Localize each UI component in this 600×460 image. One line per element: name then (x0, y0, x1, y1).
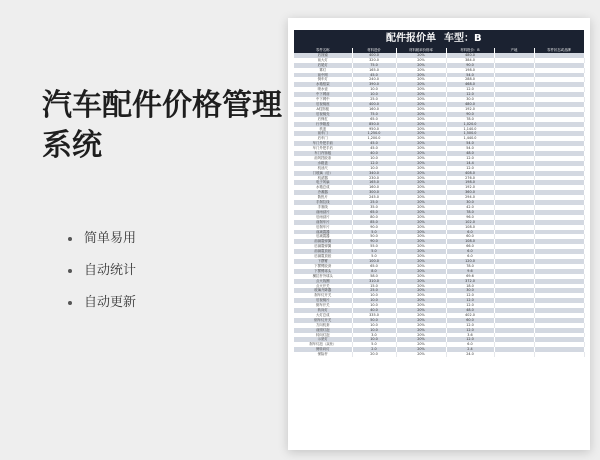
table-cell: 12.0 (446, 298, 494, 303)
table-cell: 20% (396, 68, 446, 73)
table-cell: 12.0 (446, 156, 494, 161)
table-cell: 6.0 (446, 254, 494, 259)
table-cell: 20% (396, 176, 446, 181)
table-cell: 20% (396, 239, 446, 244)
table-cell: 54.0 (446, 73, 494, 78)
table-cell: 198.0 (446, 180, 494, 185)
feature-label: 简单易用 (84, 231, 137, 246)
table-cell: 20% (396, 303, 446, 308)
table-cell: 20% (396, 195, 446, 200)
table-cell: 335.0 (352, 313, 396, 318)
table-cell: 50.0 (352, 318, 396, 323)
table-cell: 后减震弹簧 (294, 244, 352, 249)
table-cell: 倒车灯开关 (294, 318, 352, 323)
table-cell: 侧转向灯 (294, 347, 352, 352)
table-cell: 雾灯 (294, 68, 352, 73)
table-cell: 6.0 (446, 230, 494, 235)
table-cell: 20% (396, 249, 446, 254)
table-cell: 320.0 (352, 58, 396, 63)
table-cell: 372.0 (446, 279, 494, 284)
price-table (294, 48, 585, 357)
table-cell: 后视镜座 (294, 102, 352, 107)
vehicle-model-label: 车型：B (444, 33, 482, 44)
table-cell: 20% (396, 112, 446, 117)
table-cell: 48.0 (446, 151, 494, 156)
table-cell: 30.0 (446, 97, 494, 102)
table-cell: 390.0 (352, 82, 396, 87)
table-cell: 20% (396, 279, 446, 284)
table-cell: 55.0 (352, 244, 396, 249)
table-cell: 喷水壶 (294, 87, 352, 92)
table-cell: 前车门 (294, 131, 352, 136)
feature-label: 自动统计 (84, 263, 137, 278)
table-cell: A柱饰板 (294, 107, 352, 112)
table-cell: 1,500.0 (446, 131, 494, 136)
table-cell: 468.0 (446, 82, 494, 87)
table-cell: 20% (396, 146, 446, 151)
table-cell: 5.0 (352, 230, 396, 235)
table-cell: 转向灯 (294, 308, 352, 313)
table-cell: 20% (396, 73, 446, 78)
feature-label: 自动更新 (84, 295, 137, 310)
table-cell: 12.0 (446, 303, 494, 308)
table-cell: 9.6 (446, 269, 494, 274)
table-cell: 中下网前 (294, 92, 352, 97)
table-cell: 12.0 (446, 337, 494, 342)
column-header: 零件状态或品牌 (534, 48, 584, 53)
table-cell: 刹车灯泡（双丝） (294, 342, 352, 347)
table-cell: 78.0 (446, 264, 494, 269)
feature-list (68, 229, 136, 325)
sheet-header (294, 30, 584, 48)
column-header: 材料进价 (352, 48, 396, 53)
table-cell: 机盖 (294, 127, 352, 132)
table-cell: 25.0 (352, 288, 396, 293)
feature-item (68, 293, 136, 325)
table-cell: 倒车灯 (294, 77, 352, 82)
feature-item (68, 229, 136, 261)
table-cell: 90.0 (446, 112, 494, 117)
table-cell: 30.0 (446, 200, 494, 205)
table-cell: 20% (396, 63, 446, 68)
table-cell: 2.0 (352, 347, 396, 352)
table-cell: 18.0 (446, 284, 494, 289)
table-cell: 前大灯 (294, 58, 352, 63)
table-cell: 20% (396, 259, 446, 264)
table-cell: 后视镜 (294, 53, 352, 58)
table-cell: 20% (396, 107, 446, 112)
table-cell: 1,250.0 (352, 131, 396, 136)
table-cell: 35.0 (352, 205, 396, 210)
sheet-title: 配件报价单 (386, 33, 436, 44)
table-cell: 25.0 (352, 97, 396, 102)
table-cell: 45.0 (352, 146, 396, 151)
table-cell: 下摆臂胶套 (294, 264, 352, 269)
table-cell: 58.0 (352, 274, 396, 279)
table-cell: 20% (396, 210, 446, 215)
table-cell: 20% (396, 156, 446, 161)
bullet-dot-icon (68, 301, 72, 305)
table-cell: 10.0 (352, 337, 396, 342)
bullet-dot-icon (68, 269, 72, 273)
table-cell: 20% (396, 166, 446, 171)
table-cell: 20% (396, 244, 446, 249)
table-cell: 大灯总成 (294, 313, 352, 318)
table-cell: 108.0 (446, 239, 494, 244)
table-cell: 20% (396, 92, 446, 97)
table-cell: 40.0 (352, 308, 396, 313)
table-cell: 165.0 (352, 68, 396, 73)
table-cell: 后刹车片 (294, 225, 352, 230)
table-cell: 54.0 (446, 141, 494, 146)
table-cell: 后雨刮片 (294, 215, 352, 220)
table-cell: 400.0 (352, 102, 396, 107)
table-cell: 后尾灯 (294, 63, 352, 68)
table-cell: 12.0 (446, 87, 494, 92)
table-cell: 6.0 (446, 249, 494, 254)
table-cell: 20% (396, 127, 446, 132)
table-cell: 20% (396, 288, 446, 293)
table-cell: 20% (396, 234, 446, 239)
table-cell: 1,200.0 (352, 136, 396, 141)
table-cell: 20% (396, 87, 446, 92)
table-cell: 方向机套 (294, 323, 352, 328)
table-cell: 后保杠 (294, 117, 352, 122)
table-cell: 20% (396, 333, 446, 338)
table-cell: 400.0 (352, 53, 396, 58)
table-cell: 20% (396, 225, 446, 230)
table-cell: 10.0 (352, 166, 396, 171)
table-cell: 20% (396, 323, 446, 328)
table-cell: 水箱总成 (294, 185, 352, 190)
table-cell: 电子风扇 (294, 180, 352, 185)
table-cell: 20% (396, 318, 446, 323)
table-cell: 刹车灯开关 (294, 293, 352, 298)
table-cell: 6.0 (446, 342, 494, 347)
table-cell: 402.0 (446, 313, 494, 318)
table-cell: 1,440.0 (446, 136, 494, 141)
table-cell: 前减震顶胶 (294, 249, 352, 254)
table-cell: 车门外把手后 (294, 146, 352, 151)
table-cell: 中下网中 (294, 97, 352, 102)
spreadsheet-preview (288, 18, 590, 450)
table-cell: 310.0 (352, 279, 396, 284)
table-cell (534, 352, 584, 357)
table-cell: 12.0 (446, 92, 494, 97)
table-cell (494, 352, 534, 357)
table-cell: 20% (396, 205, 446, 210)
table-cell: 20% (396, 171, 446, 176)
table-cell: 30.0 (446, 288, 494, 293)
table-cell: 24.0 (446, 352, 494, 357)
table-cell: 294.0 (446, 195, 494, 200)
table-cell: 165.0 (352, 180, 396, 185)
table-cell: 后减震顶胶 (294, 254, 352, 259)
table-cell: 54.0 (446, 146, 494, 151)
table-cell: 65.0 (352, 210, 396, 215)
table-cell: 1,020.0 (446, 122, 494, 127)
table-cell: 90.0 (446, 63, 494, 68)
table-cell: 20% (396, 131, 446, 136)
table-cell: 20.0 (352, 352, 396, 357)
table-cell: 前雨刮片 (294, 210, 352, 215)
table-cell: 20% (396, 190, 446, 195)
table-cell: 20% (396, 337, 446, 342)
page-title: 汽车配件价格管理系统 (42, 88, 282, 163)
table-cell: 10.0 (352, 156, 396, 161)
table-cell: 8.0 (352, 269, 396, 274)
table-cell: 384.0 (446, 58, 494, 63)
table-cell: 前中网 (294, 73, 352, 78)
column-header: 产地 (494, 48, 534, 53)
bullet-dot-icon (68, 237, 72, 241)
table-cell: 下摆臂球头 (294, 269, 352, 274)
table-cell: 192.0 (446, 107, 494, 112)
table-cell: 80.0 (352, 215, 396, 220)
table-cell: 20% (396, 161, 446, 166)
table-cell: 后减震器 (294, 234, 352, 239)
table-cell: 950.0 (352, 127, 396, 132)
table-cell: 160.0 (352, 185, 396, 190)
table-cell: 后视镜壳 (294, 112, 352, 117)
table-cell: 前减震弹簧 (294, 239, 352, 244)
table-cell: 20% (396, 122, 446, 127)
table-cell: 前风挡胶条 (294, 156, 352, 161)
feature-item (68, 261, 136, 293)
table-cell: 20% (396, 313, 446, 318)
column-header: 零件名称 (294, 48, 352, 53)
table-cell: 102.0 (446, 220, 494, 225)
table-cell: 20% (396, 82, 446, 87)
table-cell: 20% (396, 97, 446, 102)
table-cell: 192.0 (446, 185, 494, 190)
table-cell: 20% (396, 328, 446, 333)
table-cell: 50.0 (352, 234, 396, 239)
table-cell: 机滤器 (294, 176, 352, 181)
table-cell: 850.0 (352, 122, 396, 127)
table-cell: 水箱盖 (294, 161, 352, 166)
table-cell: 160.0 (352, 107, 396, 112)
table-cell: 20% (396, 136, 446, 141)
table-cell: 点火线圈 (294, 279, 352, 284)
table-cell: 20% (396, 102, 446, 107)
table-cell: 69.6 (446, 274, 494, 279)
table-body (294, 53, 584, 357)
table-cell: 20% (396, 180, 446, 185)
table-cell: 20% (396, 53, 446, 58)
table-cell: 示宽灯 (294, 337, 352, 342)
table-cell: 20% (396, 308, 446, 313)
table-cell: 245.0 (352, 195, 396, 200)
table-cell: 100.0 (352, 259, 396, 264)
table-cell: 45.0 (352, 141, 396, 146)
table-cell: 前减震器 (294, 230, 352, 235)
table-cell: 20% (396, 352, 446, 357)
table-cell: 20% (396, 200, 446, 205)
table-cell: 20% (396, 264, 446, 269)
table-cell: 480.0 (446, 53, 494, 58)
table-cell: 230.0 (352, 176, 396, 181)
table-cell: 20% (396, 117, 446, 122)
table-cell: 水箱框架 (294, 82, 352, 87)
table-cell: 300.0 (352, 190, 396, 195)
table-cell: 12.0 (446, 293, 494, 298)
table-cell: 45.0 (352, 73, 396, 78)
table-cell: 20% (396, 269, 446, 274)
table-cell: 10.0 (352, 92, 396, 97)
table-cell: 20% (396, 298, 446, 303)
table-row (294, 352, 584, 357)
table-cell: 冷凝器 (294, 190, 352, 195)
table-cell: 10.0 (352, 293, 396, 298)
table-cell: 机油尺 (294, 166, 352, 171)
table-cell: 行李箱盖 (294, 122, 352, 127)
table-cell: 点火开关 (294, 284, 352, 289)
table-cell: 10.0 (352, 298, 396, 303)
table-cell: 288.0 (446, 77, 494, 82)
table-cell: 408.0 (446, 171, 494, 176)
table-cell: 1,140.0 (446, 127, 494, 132)
table-cell: 5.0 (352, 342, 396, 347)
table-cell: 20% (396, 274, 446, 279)
table-cell: 20% (396, 254, 446, 259)
table-cell: 108.0 (446, 225, 494, 230)
table-cell: 20% (396, 347, 446, 352)
table-cell: 车门内饰板 (294, 151, 352, 156)
table-cell: 48.0 (446, 308, 494, 313)
table-cell: 下摆臂 (294, 259, 352, 264)
table-cell: 10.0 (352, 303, 396, 308)
table-cell: 20% (396, 342, 446, 347)
table-cell: 14.4 (446, 161, 494, 166)
table-cell: 前照灯泡 (294, 328, 352, 333)
table-cell: 25.0 (352, 200, 396, 205)
table-cell: 3.6 (446, 333, 494, 338)
table-cell: 78.0 (446, 210, 494, 215)
table-cell: 20% (396, 58, 446, 63)
table-cell: 横拉杆外球头 (294, 274, 352, 279)
table-cell: 75.0 (352, 112, 396, 117)
table-cell: 20% (396, 293, 446, 298)
table-cell: 60.0 (446, 234, 494, 239)
table-cell: 276.0 (446, 176, 494, 181)
table-cell: 门玻璃（后） (294, 171, 352, 176)
table-cell: 转向灯泡 (294, 333, 352, 338)
table-cell: 340.0 (352, 171, 396, 176)
table-cell: 120.0 (446, 259, 494, 264)
column-header: 材料报价：B (446, 48, 494, 53)
table-cell: 20% (396, 215, 446, 220)
table-cell: 20% (396, 141, 446, 146)
table-cell: 散热片 (294, 195, 352, 200)
table-cell: 85.0 (352, 220, 396, 225)
table-cell: 5.0 (352, 254, 396, 259)
table-cell: 360.0 (446, 190, 494, 195)
table-cell: 90.0 (352, 239, 396, 244)
table-cell: 12.0 (446, 166, 494, 171)
table-cell: 240.0 (352, 77, 396, 82)
table-cell: 保险杆 (294, 352, 352, 357)
table-cell: 40.0 (352, 151, 396, 156)
table-cell: 96.0 (446, 215, 494, 220)
table-cell: 20% (396, 220, 446, 225)
table-cell: 90.0 (352, 225, 396, 230)
table-cell: 75.0 (352, 63, 396, 68)
table-cell: 2.4 (446, 347, 494, 352)
table-cell: 10.0 (352, 323, 396, 328)
table-cell: 倒车开关 (294, 303, 352, 308)
table-cell: 42.0 (446, 205, 494, 210)
table-cell: 玻璃升降器 (294, 288, 352, 293)
table-cell: 12.0 (352, 161, 396, 166)
table-cell: 10.0 (352, 87, 396, 92)
table-cell: 12.0 (446, 328, 494, 333)
table-cell: 3.0 (352, 333, 396, 338)
table-cell: 20% (396, 185, 446, 190)
table-cell: 66.0 (446, 244, 494, 249)
column-header: 材料税率价格率 (396, 48, 446, 53)
table-cell: 20% (396, 151, 446, 156)
table-cell: 65.0 (352, 264, 396, 269)
table-cell: 车门外把手前 (294, 141, 352, 146)
table-cell: 后视镜片 (294, 298, 352, 303)
table-cell: 20% (396, 230, 446, 235)
table-cell: 60.0 (446, 318, 494, 323)
table-cell: 5.0 (352, 249, 396, 254)
table-cell: 65.0 (352, 117, 396, 122)
table-cell: 20% (396, 77, 446, 82)
table-cell: 前刹车片 (294, 220, 352, 225)
table-cell: 20% (396, 284, 446, 289)
table-cell: 198.0 (446, 68, 494, 73)
table-cell: 480.0 (446, 102, 494, 107)
table-cell: 15.0 (352, 284, 396, 289)
table-cell: 10.0 (352, 328, 396, 333)
table-cell: 后车门 (294, 136, 352, 141)
table-cell: 78.0 (446, 117, 494, 122)
table-cell: 手刹拉线 (294, 200, 352, 205)
table-cell: 12.0 (446, 323, 494, 328)
table-cell: 手刹线 (294, 205, 352, 210)
